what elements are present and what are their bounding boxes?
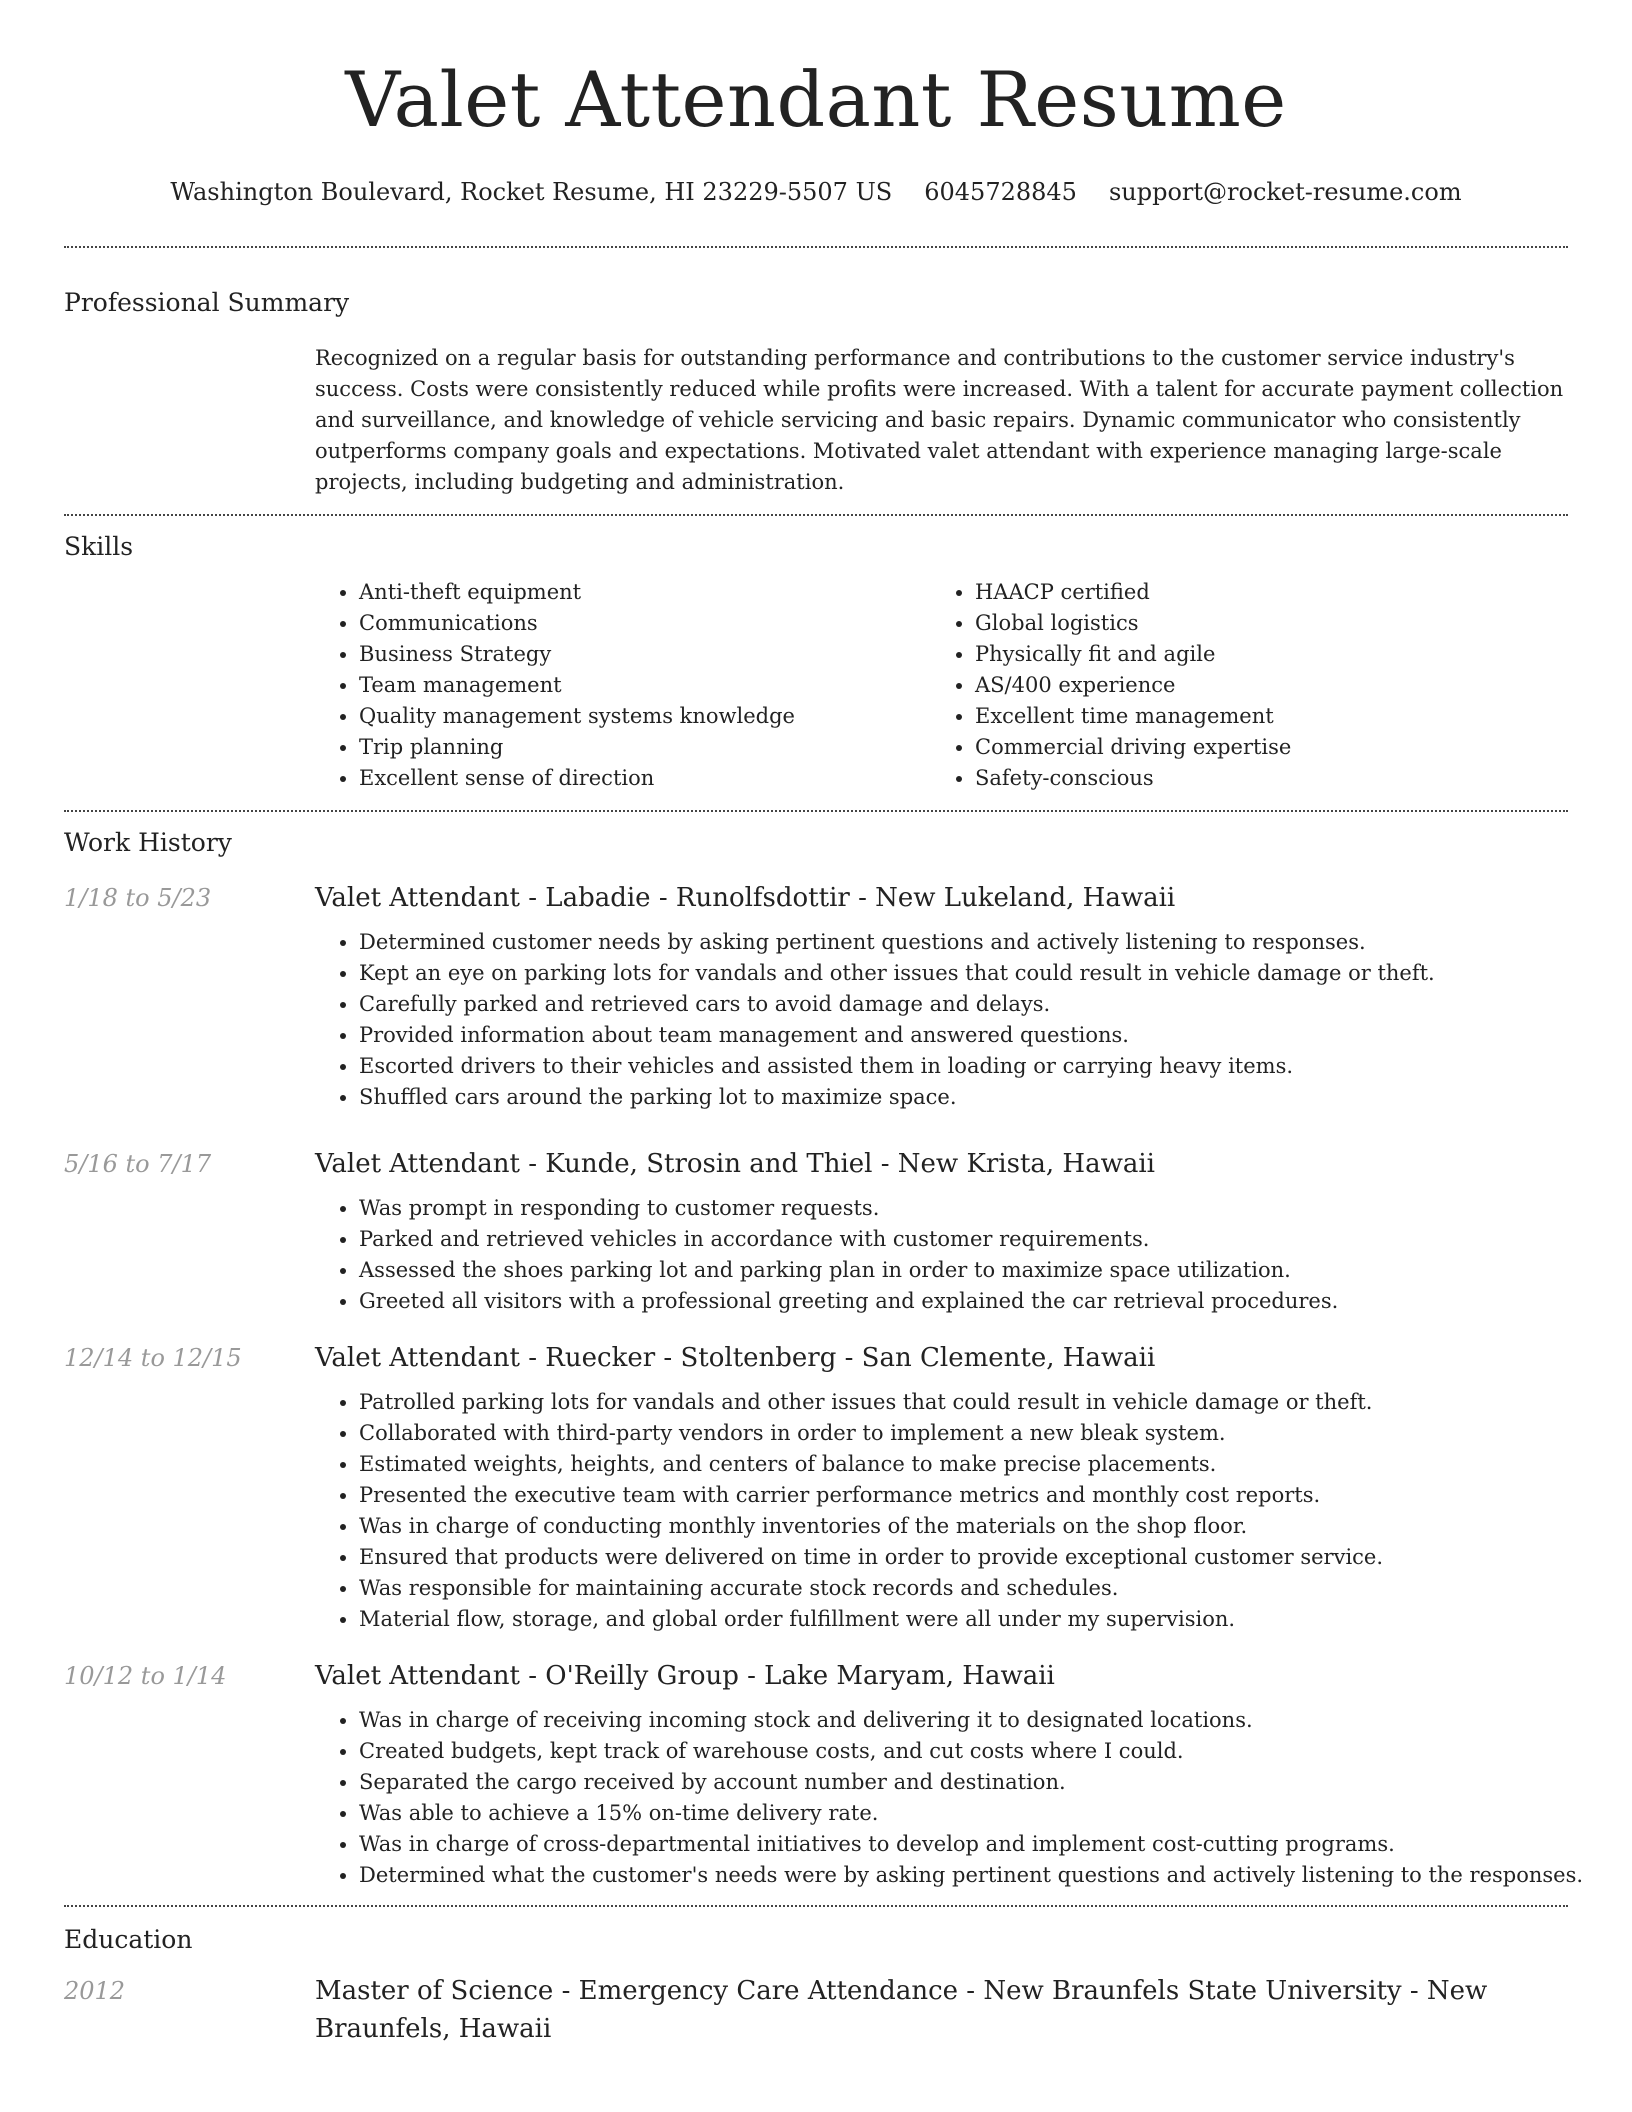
job-bullet: • Shuffled cars around the parking lot to maximize space. [359, 1082, 1632, 1113]
resume-title: Valet Attendant Resume [345, 55, 1287, 144]
education-date: 2012 [64, 1977, 126, 2005]
skill-item: • Excellent time management [975, 701, 1547, 732]
job-bullet: • Created budgets, kept track of warehouse costs, and cut costs where I could. [359, 1736, 1632, 1767]
education-degree: Master of Science - Emergency Care Attendance - New Braunfels State University - New Braunfels, Hawaii [315, 1976, 1488, 2044]
job-bullet: • Determined what the customer's needs were by asking pertinent questions and actively listening to the responses. [359, 1860, 1632, 1891]
divider [64, 1905, 1568, 1907]
job-bullet: • Kept an eye on parking lots for vandals and other issues that could result in vehicle damage or theft. [359, 958, 1632, 989]
skill-item: • Team management [359, 670, 931, 701]
education-entry [64, 1972, 1568, 2048]
skill-item: • Global logistics [975, 608, 1547, 639]
job-header [64, 879, 1568, 917]
job-bullets [315, 1705, 1632, 1891]
job-bullet: • Was in charge of receiving incoming stock and delivering it to designated locations. [359, 1705, 1632, 1736]
job-bullets [315, 1387, 1632, 1635]
job-bullet: • Ensured that products were delivered on time in order to provide exceptional customer service. [359, 1542, 1632, 1573]
job-date: 5/16 to 7/17 [64, 1150, 212, 1178]
skill-item: • Safety-conscious [975, 763, 1547, 794]
section-title-work: Work History [64, 828, 232, 857]
job-bullet: • Material flow, storage, and global order fulfillment were all under my supervision. [359, 1604, 1632, 1635]
job-bullet: • Estimated weights, heights, and centers of balance to make precise placements. [359, 1449, 1632, 1480]
job-bullet: • Was in charge of cross-departmental initiatives to develop and implement cost-cutting programs. [359, 1829, 1632, 1860]
job-bullet: • Greeted all visitors with a professional greeting and explained the car retrieval procedures. [359, 1286, 1632, 1317]
skill-item: • Trip planning [359, 732, 931, 763]
job-bullet: • Collaborated with third-party vendors in order to implement a new bleak system. [359, 1418, 1632, 1449]
skill-item: • Communications [359, 608, 931, 639]
job-bullet: • Patrolled parking lots for vandals and other issues that could result in vehicle damage or theft. [359, 1387, 1632, 1418]
contact-address: Washington Boulevard, Rocket Resume, HI 23229-5507 US [170, 178, 893, 206]
job-date: 1/18 to 5/23 [64, 884, 212, 912]
section-title-skills: Skills [64, 532, 134, 561]
contact-line [0, 178, 1632, 206]
section-title-education: Education [64, 1925, 193, 1954]
divider [64, 246, 1568, 248]
job-bullet: • Was able to achieve a 15% on-time delivery rate. [359, 1798, 1632, 1829]
skill-item: • Anti-theft equipment [359, 577, 931, 608]
skill-item: • Excellent sense of direction [359, 763, 931, 794]
job-bullet: • Determined customer needs by asking pertinent questions and actively listening to responses. [359, 927, 1632, 958]
job-bullet: • Presented the executive team with carrier performance metrics and monthly cost reports. [359, 1480, 1632, 1511]
job-bullet: • Was responsible for maintaining accurate stock records and schedules. [359, 1573, 1632, 1604]
skill-item: • AS/400 experience [975, 670, 1547, 701]
job-bullets [315, 927, 1632, 1113]
skills-column-left [315, 577, 931, 794]
job-date: 10/12 to 1/14 [64, 1662, 227, 1690]
skill-item: • Commercial driving expertise [975, 732, 1547, 763]
job-bullet: • Carefully parked and retrieved cars to avoid damage and delays. [359, 989, 1632, 1020]
divider [64, 514, 1568, 516]
job-bullet: • Separated the cargo received by account number and destination. [359, 1767, 1632, 1798]
skills-column-right [931, 577, 1547, 794]
job-date: 12/14 to 12/15 [64, 1344, 242, 1372]
job-title: Valet Attendant - Labadie - Runolfsdottir - New Lukeland, Hawaii [315, 883, 1176, 913]
job-entry [0, 1145, 1632, 1317]
job-entry [0, 879, 1632, 1113]
skill-item: • Quality management systems knowledge [359, 701, 931, 732]
work-history [0, 879, 1632, 1891]
job-header [64, 1145, 1568, 1183]
job-bullet: • Assessed the shoes parking lot and parking plan in order to maximize space utilization. [359, 1255, 1632, 1286]
contact-phone: 6045728845 [924, 178, 1077, 206]
job-bullet: • Escorted drivers to their vehicles and assisted them in loading or carrying heavy items. [359, 1051, 1632, 1082]
job-entry [0, 1657, 1632, 1891]
skill-item: • Physically fit and agile [975, 639, 1547, 670]
job-bullets [315, 1193, 1632, 1317]
job-title: Valet Attendant - Kunde, Strosin and Thiel - New Krista, Hawaii [315, 1149, 1155, 1179]
job-bullet: • Was in charge of conducting monthly inventories of the materials on the shop floor. [359, 1511, 1632, 1542]
section-title-summary: Professional Summary [64, 288, 350, 317]
job-header [64, 1339, 1568, 1377]
skills-list [315, 577, 1564, 794]
job-entry [0, 1339, 1632, 1635]
divider [64, 810, 1568, 812]
summary-text: Recognized on a regular basis for outstanding performance and contributions to the customer service industry's success. Costs were consistently reduced while profits were increased. With a talent for accurate payment collection and surveillance, and knowledge of vehicle servicing and basic repairs. Dynamic communicator who consistently outperforms company goals and expectations. Motivated valet attendant with experience managing large-scale projects, including budgeting and administration. [315, 346, 1564, 494]
contact-email: support@rocket-resume.com [1108, 178, 1462, 206]
skill-item: • HAACP certified [975, 577, 1547, 608]
job-title: Valet Attendant - Ruecker - Stoltenberg - San Clemente, Hawaii [315, 1343, 1156, 1373]
job-bullet: • Provided information about team management and answered questions. [359, 1020, 1632, 1051]
job-bullet: • Parked and retrieved vehicles in accordance with customer requirements. [359, 1224, 1632, 1255]
job-header [64, 1657, 1568, 1695]
job-bullet: • Was prompt in responding to customer requests. [359, 1193, 1632, 1224]
skill-item: • Business Strategy [359, 639, 931, 670]
job-title: Valet Attendant - O'Reilly Group - Lake Maryam, Hawaii [315, 1661, 1055, 1691]
